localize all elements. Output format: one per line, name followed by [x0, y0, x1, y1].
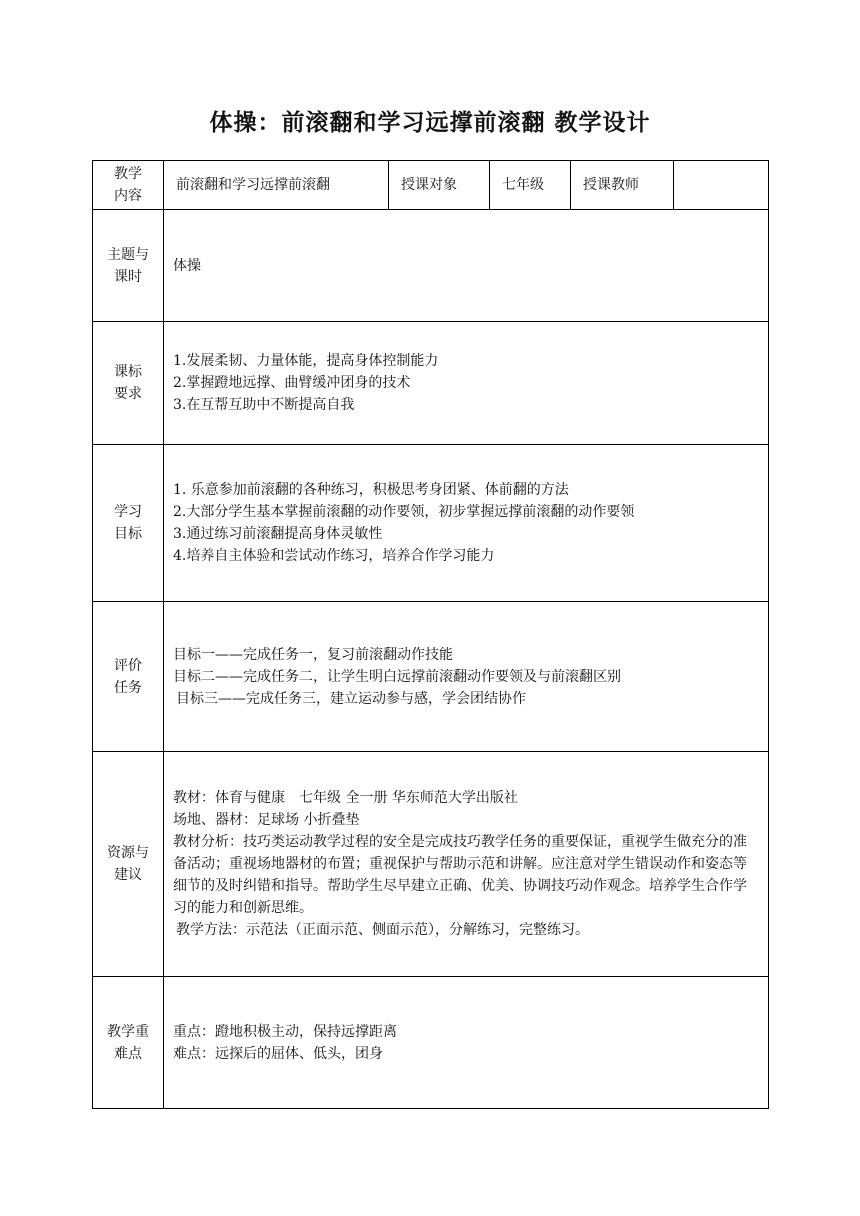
row-objectives — [93, 445, 769, 602]
resources-venue: 场地、器材：足球场 小折叠垫 — [173, 812, 360, 828]
standards-line: 1.发展柔韧、力量体能，提高身体控制能力 — [173, 353, 439, 369]
label-objectives: 学习 目标 — [93, 445, 164, 602]
resources-analysis: 教材分析：技巧类运动教学过程的安全是完成技巧教学任务的重要保证，重视学生做充分的准备活动；重视场地器材的布置；重视保护与帮助示范和讲解。应注意对学生错误动作和姿态等细节的及时纠错和指导。帮助学生尽早建立正确、优美、协调技巧动作观念。培养学生合作学习的能力和创新思维。 — [173, 834, 747, 916]
evaluation-content — [164, 602, 769, 752]
row-standards — [93, 322, 769, 445]
key-point: 重点：蹬地积极主动，保持远撑距离 — [173, 1023, 397, 1040]
label-resources: 资源与 建议 — [93, 752, 164, 977]
row-resources — [93, 752, 769, 977]
objective-line: 2.大部分学生基本掌握前滚翻的动作要领，初步掌握远撑前滚翻的动作要领 — [173, 504, 635, 520]
label-topic: 主题与 课时 — [93, 210, 164, 322]
standards-content — [164, 322, 769, 445]
evaluation-line: 目标二——完成任务二，让学生明白远撑前滚翻动作要领及与前滚翻区别 — [173, 668, 621, 685]
teacher-value — [674, 161, 769, 210]
row-teaching-content — [93, 161, 769, 210]
teacher-label: 授课教师 — [571, 161, 674, 210]
lesson-plan-table — [92, 160, 769, 1109]
difficulty-point: 难点：远探后的屈体、低头，团身 — [173, 1045, 383, 1062]
topic-content: 体操 — [164, 210, 769, 322]
evaluation-line: 目标三——完成任务三，建立运动参与感，学会团结协作 — [176, 690, 526, 707]
objective-line: 4.培养自主体验和尝试动作练习，培养合作学习能力 — [173, 548, 495, 564]
standards-line: 3.在互帮互助中不断提高自我 — [173, 397, 355, 413]
objective-line: 1. 乐意参加前滚翻的各种练习，积极思考身团紧、体前翻的方法 — [173, 482, 569, 498]
label-teaching-content: 教学 内容 — [93, 161, 164, 210]
objectives-content — [164, 445, 769, 602]
label-standards: 课标 要求 — [93, 322, 164, 445]
label-key-points: 教学重 难点 — [93, 977, 164, 1109]
objective-line: 3.通过练习前滚翻提高身体灵敏性 — [173, 526, 383, 542]
teaching-content-value: 前滚翻和学习远撑前滚翻 — [164, 161, 389, 210]
audience-label: 授课对象 — [389, 161, 490, 210]
page-title: 体操：前滚翻和学习远撑前滚翻 教学设计 — [209, 110, 651, 136]
resources-content — [164, 752, 769, 977]
standards-line: 2.掌握蹬地远撑、曲臂缓冲团身的技术 — [173, 375, 411, 391]
key-points-content — [164, 977, 769, 1109]
label-evaluation: 评价 任务 — [93, 602, 164, 752]
resources-method: 教学方法：示范法（正面示范、侧面示范），分解练习，完整练习。 — [176, 922, 589, 938]
resources-textbook: 教材：体育与健康 七年级 全一册 华东师范大学出版社 — [173, 790, 518, 806]
evaluation-line: 目标一——完成任务一，复习前滚翻动作技能 — [173, 646, 453, 663]
row-key-points — [93, 977, 769, 1109]
row-topic — [93, 210, 769, 322]
row-evaluation — [93, 602, 769, 752]
audience-value: 七年级 — [490, 161, 571, 210]
